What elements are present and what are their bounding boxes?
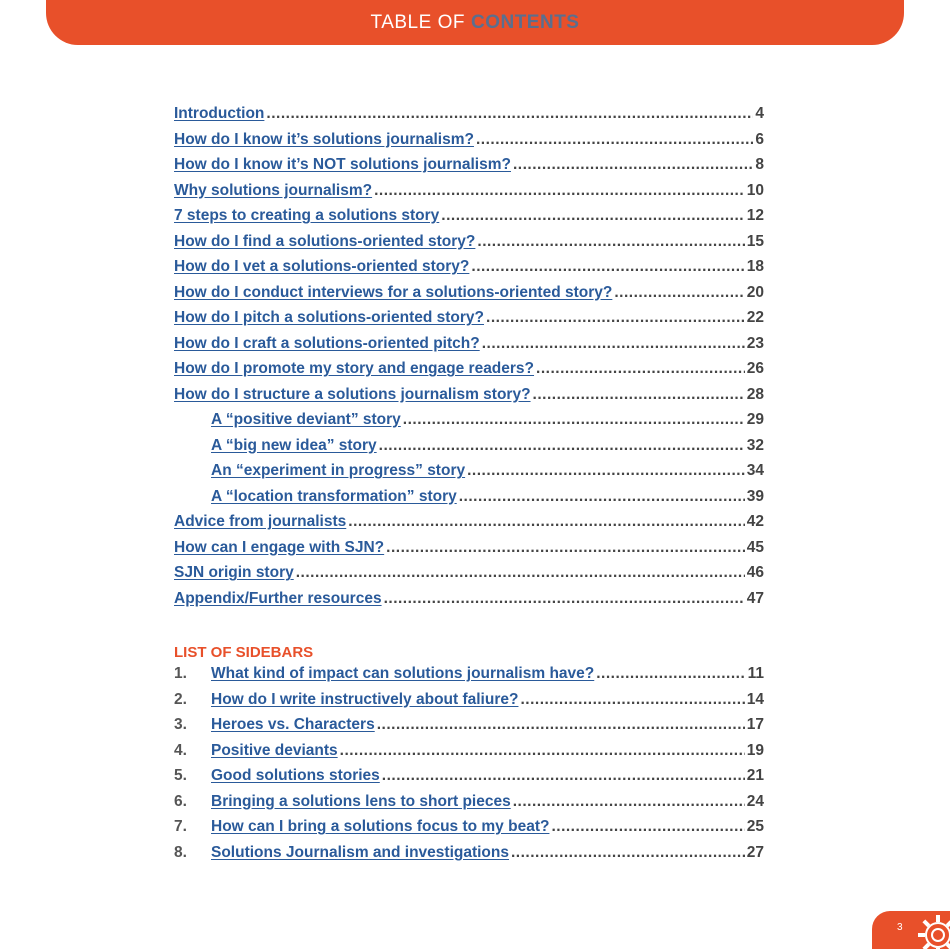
toc-entry [174, 437, 764, 463]
toc-entry [174, 590, 764, 616]
toc-link[interactable]: Why solutions journalism? [174, 181, 373, 199]
sidebar-number: 4. [174, 741, 187, 759]
page-number-tab [872, 911, 950, 949]
toc-entry [174, 488, 764, 514]
leader-dots [377, 716, 745, 734]
leader-dots [533, 386, 745, 404]
header-banner [46, 0, 904, 45]
toc-page-number: 18 [746, 258, 764, 275]
toc-page-number: 32 [746, 436, 764, 454]
toc-link[interactable]: Appendix/Further resources [174, 589, 382, 607]
sidebar-link[interactable]: Good solutions stories [211, 767, 380, 784]
toc-page-number: 22 [746, 309, 764, 326]
toc-page-number: 4 [755, 105, 764, 122]
leader-dots [296, 564, 745, 582]
toc-entry [174, 564, 764, 590]
sidebar-link[interactable]: What kind of impact can solutions journalism have? [211, 665, 595, 682]
leader-dots [382, 767, 745, 785]
page-title [371, 12, 580, 34]
toc-page-number: 12 [746, 207, 764, 224]
toc-link[interactable]: How can I engage with SJN? [174, 538, 385, 556]
leader-dots [520, 691, 744, 709]
toc-entry [174, 233, 764, 259]
sidebar-entry [174, 665, 764, 691]
sidebar-page-number: 21 [746, 767, 764, 784]
toc-entry [174, 539, 764, 565]
sidebar-number: 1. [174, 665, 187, 682]
toc-link[interactable]: How do I pitch a solutions-oriented story? [174, 309, 485, 326]
toc-page-number: 15 [746, 232, 764, 250]
toc-link[interactable]: A “big new idea” story [211, 436, 377, 454]
sidebar-number: 5. [174, 767, 187, 784]
toc-entry [174, 284, 764, 310]
toc-entry [174, 360, 764, 386]
sidebar-entry [174, 767, 764, 793]
toc-entry [174, 309, 764, 335]
sidebar-entry [174, 716, 764, 742]
toc-link[interactable]: How do I conduct interviews for a solutions-oriented story? [174, 283, 613, 301]
toc-page-number: 28 [746, 385, 764, 403]
sidebar-page-number: 19 [746, 741, 764, 759]
sidebar-entry [174, 691, 764, 717]
sidebar-number: 8. [174, 843, 187, 861]
toc-link[interactable]: 7 steps to creating a solutions story [174, 207, 440, 224]
leader-dots [467, 462, 745, 480]
sidebars-heading: LIST OF SIDEBARS [174, 644, 314, 661]
toc-link[interactable]: How do I know it’s solutions journalism? [174, 130, 474, 148]
toc-entry [174, 513, 764, 539]
sidebar-page-number: 24 [746, 792, 764, 810]
leader-dots [348, 513, 744, 531]
toc-entry [174, 156, 764, 182]
page-number: 3 [897, 922, 903, 933]
toc-entry [174, 105, 764, 131]
sidebar-page-number: 17 [746, 716, 764, 733]
toc-entry [174, 335, 764, 361]
leader-dots [482, 335, 745, 353]
toc-page-number: 46 [746, 564, 764, 581]
leader-dots [459, 488, 745, 506]
toc-link[interactable]: How do I structure a solutions journalism story? [174, 385, 531, 403]
sidebar-number: 2. [174, 690, 187, 708]
sidebar-number: 3. [174, 716, 187, 733]
leader-dots [476, 131, 753, 149]
sidebar-page-number: 14 [746, 690, 764, 708]
toc-link[interactable]: A “location transformation” story [211, 487, 457, 505]
toc-entry [174, 386, 764, 412]
toc-page-number: 23 [746, 334, 764, 352]
toc-link[interactable]: Advice from journalists [174, 513, 347, 530]
leader-dots [379, 437, 745, 455]
leader-dots [513, 793, 745, 811]
sidebar-link[interactable]: Heroes vs. Characters [211, 716, 375, 733]
toc-page-number: 39 [746, 487, 764, 505]
sidebar-link[interactable]: How do I write instructively about faliure? [211, 690, 519, 708]
sidebar-link[interactable]: How can I bring a solutions focus to my beat? [211, 818, 550, 835]
leader-dots [486, 309, 745, 327]
leader-dots [536, 360, 745, 378]
leader-dots [374, 182, 745, 200]
leader-dots [513, 156, 753, 174]
toc-page-number: 6 [755, 130, 764, 148]
toc-link[interactable]: An “experiment in progress” story [211, 462, 466, 479]
leader-dots [403, 411, 745, 429]
toc-page-number: 34 [746, 462, 764, 479]
toc-page-number: 26 [746, 360, 764, 377]
toc-link[interactable]: How do I know it’s NOT solutions journalism? [174, 156, 511, 173]
toc-page-number: 45 [746, 538, 764, 556]
sidebar-entry [174, 793, 764, 819]
gear-icon [912, 911, 950, 949]
leader-dots [471, 258, 744, 276]
sidebar-page-number: 27 [746, 843, 764, 861]
sidebar-link[interactable]: Bringing a solutions lens to short pieces [211, 792, 511, 810]
sidebar-link[interactable]: Positive deviants [211, 741, 338, 759]
toc-entry [174, 182, 764, 208]
toc-page-number: 47 [746, 589, 764, 607]
leader-dots [511, 844, 745, 862]
title-part-1: TABLE OF [370, 11, 465, 33]
toc-page-number: 42 [746, 513, 764, 530]
toc-entry [174, 131, 764, 157]
sidebar-link[interactable]: Solutions Journalism and investigations [211, 843, 509, 861]
toc-link[interactable]: A “positive deviant” story [211, 411, 401, 428]
leader-dots [384, 590, 745, 608]
leader-dots [441, 207, 744, 225]
leader-dots [551, 818, 744, 836]
leader-dots [386, 539, 745, 557]
sidebar-entry [174, 818, 764, 844]
sidebars-list [174, 665, 764, 869]
toc-link[interactable]: How do I craft a solutions-oriented pitch? [174, 334, 480, 352]
sidebar-number: 6. [174, 792, 187, 810]
toc-entry [174, 462, 764, 488]
toc-page-number: 29 [746, 411, 764, 428]
sidebar-number: 7. [174, 818, 187, 835]
sidebars-section [174, 640, 764, 869]
toc-entry [174, 411, 764, 437]
toc-page-number: 10 [746, 181, 764, 199]
toc-entry [174, 207, 764, 233]
sidebar-entry [174, 844, 764, 870]
sidebar-entry [174, 742, 764, 768]
toc-page-number: 8 [755, 156, 764, 173]
sidebar-page-number: 11 [747, 665, 764, 682]
toc-page-number: 20 [746, 283, 764, 301]
title-part-2: CONTENTS [470, 11, 580, 33]
leader-dots [266, 105, 753, 123]
leader-dots [596, 665, 745, 683]
toc-link[interactable]: How do I vet a solutions-oriented story? [174, 258, 470, 275]
toc-entry [174, 258, 764, 284]
sidebar-page-number: 25 [746, 818, 764, 835]
leader-dots [340, 742, 745, 760]
toc-link[interactable]: SJN origin story [174, 564, 294, 581]
toc-link[interactable]: Introduction [174, 105, 265, 122]
table-of-contents [174, 105, 764, 615]
toc-link[interactable]: How do I find a solutions-oriented story? [174, 232, 476, 250]
toc-link[interactable]: How do I promote my story and engage readers? [174, 360, 535, 377]
leader-dots [477, 233, 744, 251]
leader-dots [614, 284, 744, 302]
